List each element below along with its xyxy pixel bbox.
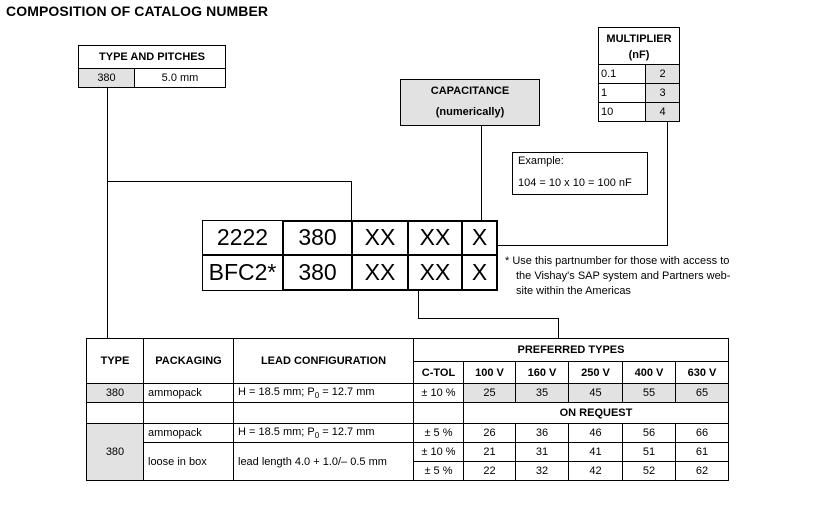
preferred-value: 55 [623,384,676,403]
multiplier-value-2: 10 [601,106,614,118]
preferred-packaging: ammopack [144,384,234,403]
table-row [87,443,729,462]
type-value: 380 [79,69,134,87]
catalog-r1-c1: 2222 [216,224,269,250]
request-value: 62 [676,462,729,481]
multiplier-code-2: 4 [646,103,679,121]
request-value: 26 [464,424,516,443]
preferred-value: 35 [516,384,569,403]
multiplier-code-1: 3 [646,84,679,102]
request-value: 22 [464,462,516,481]
preferred-value: 25 [464,384,516,403]
request-packaging: loose in box [144,443,234,481]
catalog-r1-c3: XX [364,224,396,250]
request-value: 21 [464,443,516,462]
multiplier-header: MULTIPLIER [606,33,672,45]
example-label: Example: [518,155,564,167]
preferred-lead: H = 18.5 mm; $P_0 = 12.7$ mm [234,384,414,403]
preferred-value: 65 [676,384,729,403]
request-value: 56 [623,424,676,443]
header-preferred-types: PREFERRED TYPES [414,339,729,362]
on-request-header: ON REQUEST [464,403,729,424]
request-lead: lead length 4.0 + 1.0/– 0.5 mm [234,443,414,481]
header-voltage: 100 V [464,362,516,384]
header-voltage: 400 V [623,362,676,384]
footnote-line-2: the Vishay's SAP system and Partners web- [516,270,731,282]
request-value: 36 [516,424,569,443]
catalog-r1-c5: X [471,224,488,250]
preferred-ctol: ± 10 % [414,384,464,403]
request-type: 380 [87,424,144,481]
connector-type [107,88,108,338]
request-ctol: ± 10 % [414,443,464,462]
capacitance-sublabel: (numerically) [435,106,505,118]
example-formula: 104 = 10 x 10 = 100 nF [518,177,632,189]
header-ctol: C-TOL [414,362,464,384]
request-lead: H = 18.5 mm; $P_0 = 12.7$ mm [234,424,414,443]
catalog-r2-c5: X [471,259,488,285]
header-type: TYPE [87,339,144,384]
footnote-line-1: * Use this partnumber for those with access to [505,255,730,267]
multiplier-value-0: 0.1 [601,68,617,80]
request-ctol: ± 5 % [414,424,464,443]
catalog-r2-c2: 380 [298,259,337,285]
table-row [87,424,729,443]
request-value: 32 [516,462,569,481]
header-voltage: 250 V [569,362,623,384]
type-and-pitches-header: TYPE AND PITCHES [99,51,205,63]
header-voltage: 160 V [516,362,569,384]
request-value: 51 [623,443,676,462]
request-value: 52 [623,462,676,481]
connector-multiplier [667,122,668,246]
multiplier-value-1: 1 [601,87,608,99]
table-row [87,384,729,403]
request-value: 46 [569,424,623,443]
footnote-line-3: site within the Americas [516,285,631,297]
request-value: 42 [569,462,623,481]
pitch-value: 5.0 mm [161,72,199,84]
header-packaging: PACKAGING [144,339,234,384]
multiplier-unit: (nF) [628,48,650,61]
catalog-r2-c3: XX [364,259,396,285]
preferred-type: 380 [87,384,144,403]
page-title: COMPOSITION OF CATALOG NUMBER [6,3,269,19]
catalog-r2-c1: BFC2* [208,259,277,285]
connector-capacitance [481,126,482,220]
catalog-r1-c4: XX [419,224,451,250]
preferred-value: 45 [569,384,623,403]
multiplier-code-0: 2 [646,65,679,83]
catalog-r1-c2: 380 [298,224,337,250]
request-value: 41 [569,443,623,462]
header-lead-configuration: LEAD CONFIGURATION [234,339,414,384]
catalog-r2-c4: XX [419,259,451,285]
request-value: 61 [676,443,729,462]
request-packaging: ammopack [144,424,234,443]
types-table [86,338,729,481]
connector-table [418,290,419,319]
request-value: 31 [516,443,569,462]
header-voltage: 630 V [676,362,729,384]
capacitance-label: CAPACITANCE [430,85,510,97]
request-value: 66 [676,424,729,443]
request-ctol: ± 5 % [414,462,464,481]
